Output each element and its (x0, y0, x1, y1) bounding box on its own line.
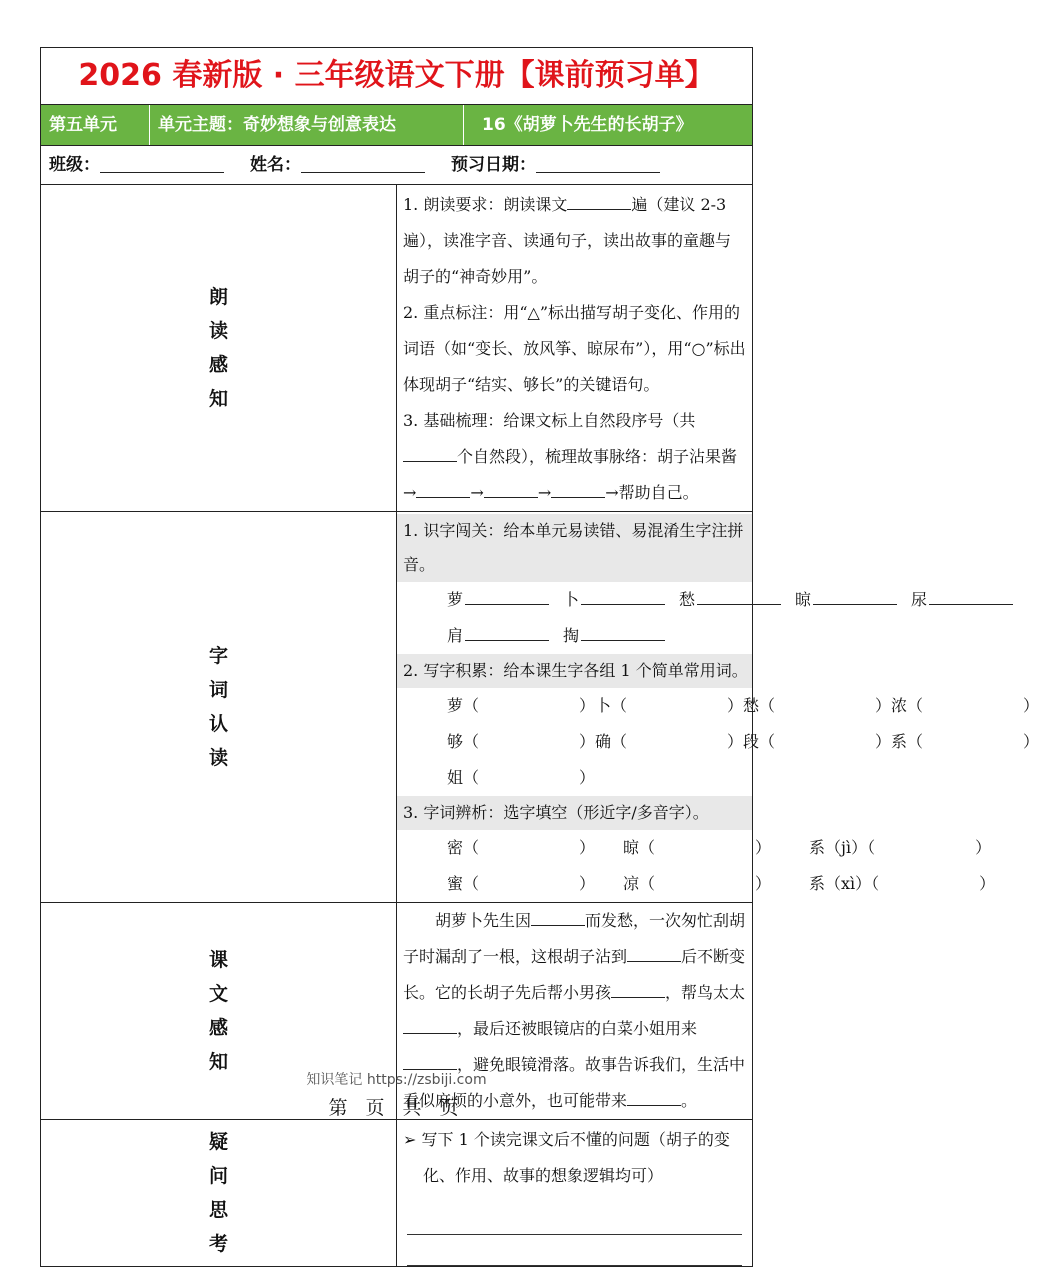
lesson-header (41, 105, 752, 145)
read-times-blank[interactable] (567, 187, 631, 210)
section-reading (397, 185, 753, 512)
reading-item-1: 1. 朗读要求：朗读课文 遍（建议 2-3 遍），读准字音、读通句子，读出故事的童趣与胡子的“神奇妙用”。 (403, 187, 746, 295)
pinyin-row-1: 萝 卜 愁 晾 尿 (403, 582, 746, 618)
footer-page: 第 页 共 页 (328, 1097, 465, 1119)
jam-blank[interactable] (627, 939, 681, 962)
section-label-think: 疑 问 思 考 (41, 1120, 397, 1267)
section-think (397, 1120, 753, 1267)
pinyin-blank[interactable] (813, 582, 897, 605)
answer-line-2[interactable] (407, 1235, 742, 1266)
class-field[interactable] (100, 146, 224, 173)
name-field[interactable] (301, 146, 425, 173)
reading-item-2: 2. 重点标注：用“△”标出描写胡子变化、作用的词语（如“变长、放风筝、晾尿布”），用“○”标出体现胡子“结实、够长”的关键语句。 (403, 303, 746, 394)
arrow-bullet-icon: ➢ (403, 1130, 417, 1149)
words-q3: 3. 字词辨析：选字填空（形近字/多音字）。 (397, 796, 752, 830)
think-prompt: ➢ 写下 1 个读完课文后不懂的问题（胡子的变化、作用、故事的想象逻辑均可） (403, 1130, 730, 1185)
plot-blank-3[interactable] (551, 475, 605, 498)
reason-blank[interactable] (531, 903, 585, 926)
pinyin-blank[interactable] (465, 618, 549, 641)
paragraph-count-blank[interactable] (403, 439, 457, 462)
boy-blank[interactable] (611, 975, 665, 998)
unit-theme: 单元主题：奇妙想象与创意表达 (150, 105, 464, 145)
section-label-words: 字 词 认 读 (41, 512, 397, 903)
words-q2: 2. 写字积累：给本课生字各组 1 个简单常用词。 (397, 654, 752, 688)
section-label-text: 课 文 感 知 (41, 903, 397, 1120)
plot-blank-2[interactable] (484, 475, 538, 498)
footer-site: 知识笔记 https://zsbiji.com (306, 1072, 487, 1088)
date-label: 预习日期： (451, 155, 536, 175)
plot-blank-1[interactable] (416, 475, 470, 498)
section-label-reading: 朗 读 感 知 (41, 185, 397, 512)
pinyin-blank[interactable] (581, 582, 665, 605)
answer-line-1[interactable] (407, 1204, 742, 1235)
words-q1: 1. 识字闯关：给本单元易读错、易混淆生字注拼音。 (397, 514, 752, 582)
pinyin-blank[interactable] (929, 582, 1013, 605)
glasses-blank[interactable] (403, 1047, 457, 1070)
choice-row-2: 蜜（ ） 凉（ ） 系（xì）（ ） (447, 874, 996, 893)
pinyin-blank[interactable] (581, 618, 665, 641)
bird-blank[interactable] (403, 1011, 457, 1034)
text-summary: 胡萝卜先生因 而发愁，一次匆忙刮胡子时漏刮了一根，这根胡子沾到 后不断变长。它的长胡子先后帮小男孩 ，帮鸟太太，最后还被眼镜店的白菜小姐用来，避免眼镜滑落。故事告诉我们，生活中看似麻烦的小意外，也可能带来 。 (403, 903, 746, 1119)
word-row-3: 姐（ ） (447, 768, 596, 787)
reading-item-3: 3. 基础梳理：给课文标上自然段序号（共个自然段），梳理故事脉络：胡子沾果酱→ → → →帮助自己。 (403, 411, 738, 502)
word-row-1: 萝（ ）卜（ ）愁（ ）浓（ ） (447, 696, 1039, 715)
unit-label: 第五单元 (41, 105, 150, 145)
choice-row-1: 密（ ） 晾（ ） 系（jì）（ ） (447, 838, 992, 857)
student-info-row (41, 146, 752, 184)
class-label: 班级： (49, 155, 100, 175)
date-field[interactable] (536, 146, 660, 173)
section-words (397, 512, 1039, 903)
name-label: 姓名： (250, 155, 301, 175)
word-row-2: 够（ ）确（ ）段（ ）系（ ） (447, 732, 1039, 751)
pinyin-blank[interactable] (465, 582, 549, 605)
pinyin-row-2: 肩 掏 (403, 618, 746, 654)
lesson-title: 16《胡萝卜先生的长胡子》 (482, 115, 693, 135)
page-title: 2026 春新版 · 三年级语文下册【课前预习单】 (41, 48, 753, 105)
pinyin-blank[interactable] (697, 582, 781, 605)
